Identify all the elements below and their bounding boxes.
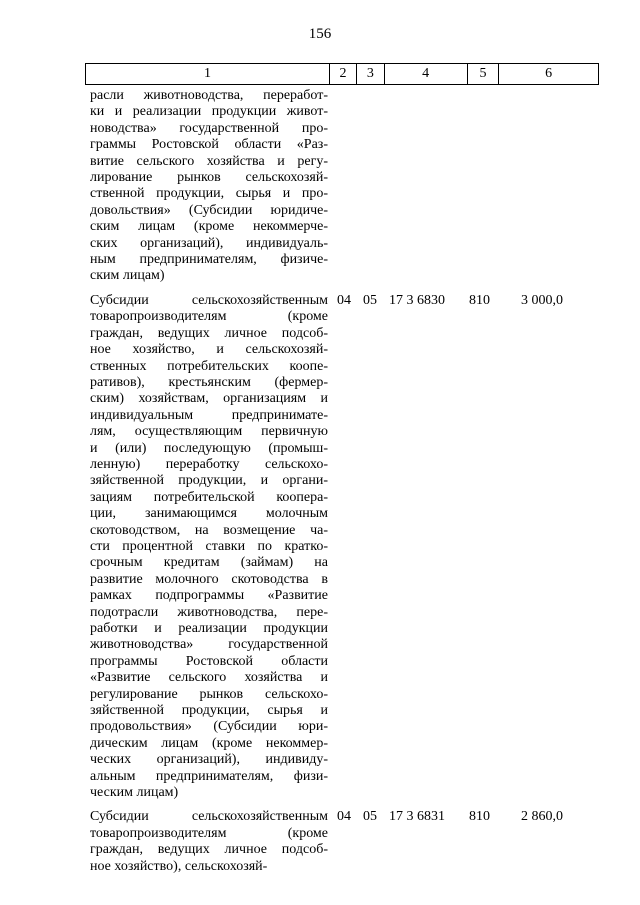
description-line: рамках подпрограммы «Развитие bbox=[90, 588, 328, 604]
description-line: ским лицам) bbox=[90, 268, 165, 284]
section-code: 04 bbox=[337, 809, 351, 825]
description-line: ственной продукции, сырья и про- bbox=[90, 186, 328, 202]
description-line: ным предпринимателям, физиче- bbox=[90, 252, 328, 268]
description-line: ческих организаций), индивиду- bbox=[90, 752, 328, 768]
description-line: подотрасли животноводства, пере- bbox=[90, 604, 328, 620]
description-line: животноводства» государственной bbox=[90, 637, 328, 653]
header-col-1: 1 bbox=[86, 64, 330, 84]
description-line: лям, осуществляющим первичную bbox=[90, 424, 328, 440]
description-line: граждан, ведущих личное подсоб- bbox=[90, 842, 328, 858]
description-line: ским лицам (кроме некоммерче- bbox=[90, 219, 328, 235]
target-article-code: 17 3 6830 bbox=[389, 292, 445, 308]
description-line: «Развитие сельского хозяйства и bbox=[90, 670, 328, 686]
expense-type-code: 810 bbox=[469, 809, 490, 825]
description-line: расли животноводства, переработ- bbox=[90, 88, 328, 103]
description-line: товаропроизводителям (кроме bbox=[90, 825, 328, 841]
description-line: индивидуальным предпринимате- bbox=[90, 407, 328, 423]
description-line: ских организаций), индивидуаль- bbox=[90, 235, 328, 251]
description-line: работки и реализации продукции bbox=[90, 621, 328, 636]
table-row bbox=[85, 88, 599, 285]
description-line: ративов), крестьянским (фермер- bbox=[90, 374, 328, 390]
row-description bbox=[85, 293, 328, 802]
header-col-4: 4 bbox=[385, 64, 468, 84]
description-line: срочным кредитам (займам) на bbox=[90, 555, 328, 571]
expense-type-code: 810 bbox=[469, 292, 490, 308]
row-description bbox=[85, 88, 328, 285]
description-line: ленную) переработку сельскохо- bbox=[90, 456, 328, 472]
description-line: граммы Ростовской области «Раз- bbox=[90, 137, 328, 153]
description-line: и (или) последующую (промыш- bbox=[90, 440, 328, 456]
description-line: ским) хозяйствам, организациям и bbox=[90, 391, 328, 407]
description-line: сти процентной ставки по кратко- bbox=[90, 538, 328, 554]
description-line: товаропроизводителям (кроме bbox=[90, 309, 328, 325]
description-line: лирование рынков сельскохозяй- bbox=[90, 170, 328, 186]
table-header bbox=[85, 63, 599, 85]
section-code: 04 bbox=[337, 292, 351, 308]
description-line: продовольствия» (Субсидии юри- bbox=[90, 719, 328, 735]
target-article-code: 17 3 6831 bbox=[389, 809, 445, 825]
description-line: новодства» государственной про- bbox=[90, 120, 328, 136]
description-line: ческим лицам) bbox=[90, 785, 179, 801]
row-description bbox=[85, 809, 328, 875]
description-line: довольствия» (Субсидии юридиче- bbox=[90, 202, 328, 218]
header-col-3: 3 bbox=[357, 64, 385, 84]
description-line: Субсидии сельскохозяйственным bbox=[90, 809, 328, 825]
description-line: Субсидии сельскохозяйственным bbox=[90, 292, 328, 308]
description-line: регулирование рынков сельскохо- bbox=[90, 686, 328, 702]
header-col-5: 5 bbox=[468, 64, 500, 84]
description-line: ки и реализации продукции живот- bbox=[90, 104, 328, 120]
description-line: программы Ростовской области bbox=[90, 653, 328, 669]
description-line: зациям потребительской коопера- bbox=[90, 489, 328, 505]
description-line: витие сельского хозяйства и регу- bbox=[90, 153, 328, 169]
description-line: ное хозяйство, и сельскохозяй- bbox=[90, 342, 328, 358]
description-line: ное хозяйство), сельскохозяй- bbox=[90, 858, 268, 874]
description-line: дическим лицам (кроме некоммер- bbox=[90, 735, 328, 751]
amount-value: 2 860,0 bbox=[521, 809, 563, 825]
table-row bbox=[85, 293, 599, 802]
amount-value: 3 000,0 bbox=[521, 292, 563, 308]
description-line: зяйственной продукции, сырья и bbox=[90, 703, 328, 719]
table-body bbox=[85, 88, 599, 875]
subsection-code: 05 bbox=[363, 292, 377, 308]
header-col-6: 6 bbox=[545, 66, 553, 81]
description-line: развитие молочного скотоводства в bbox=[90, 571, 328, 587]
description-line: скотоводством, на возмещение ча- bbox=[90, 522, 328, 538]
description-line: граждан, ведущих личное подсоб- bbox=[90, 325, 328, 341]
header-col-2: 2 bbox=[330, 64, 357, 84]
table-row bbox=[85, 809, 599, 875]
page-number: 156 bbox=[308, 26, 332, 42]
description-line: ственных потребительских коопе- bbox=[90, 358, 328, 374]
description-line: ции, занимающимся молочным bbox=[90, 506, 328, 522]
subsection-code: 05 bbox=[363, 809, 377, 825]
description-line: альным предпринимателям, физи- bbox=[90, 768, 328, 784]
description-line: зяйственной продукции, и органи- bbox=[90, 473, 328, 489]
